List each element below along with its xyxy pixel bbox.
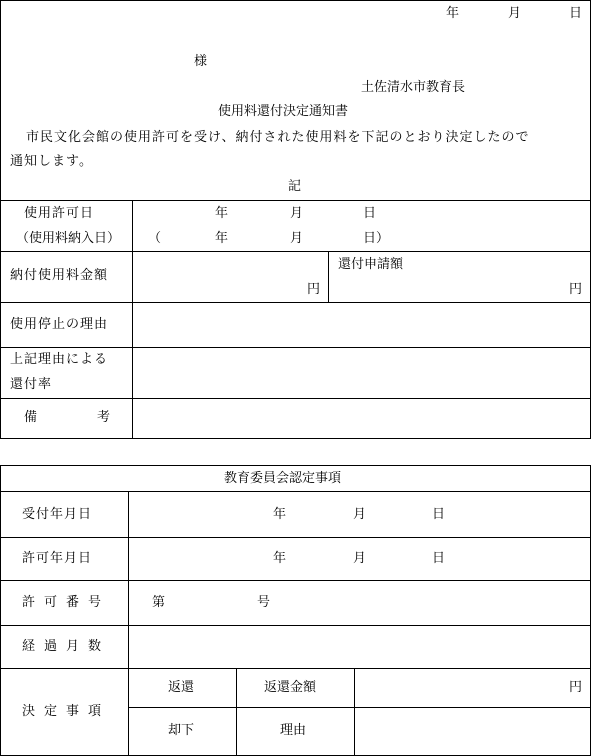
table2-line	[0, 537, 591, 538]
permit-number-suffix: 号	[257, 595, 271, 610]
top-border	[0, 0, 591, 1]
remarks-label-part1: 備	[24, 410, 38, 425]
payment-date-label: （使用料納入日）	[16, 231, 121, 246]
elapsed-months-label: 経過月数	[22, 639, 111, 654]
table2-line	[236, 668, 237, 755]
table1-line	[328, 251, 329, 302]
refund-request-yen: 円	[569, 282, 583, 297]
table2-permit-date-year: 年	[273, 551, 287, 566]
rejection-option-label: 却下	[168, 723, 195, 738]
permit-date-month: 月	[290, 206, 304, 221]
refund-rate-label-line1: 上記理由による	[10, 352, 109, 367]
payment-date-paren-open: （	[148, 231, 162, 246]
table2-permit-date-month: 月	[353, 551, 367, 566]
table2-line	[0, 668, 591, 669]
table2-line	[0, 465, 1, 755]
refund-amount-yen: 円	[569, 680, 583, 695]
refund-rate-label-line2: 還付率	[10, 377, 53, 392]
permit-number-prefix: 第	[152, 595, 166, 610]
payment-date-month: 月	[290, 231, 304, 246]
table1-line	[0, 398, 591, 399]
decision-label: 決定事項	[22, 704, 111, 719]
table2-line	[128, 491, 129, 755]
permit-date-year: 年	[215, 206, 229, 221]
left-border	[0, 0, 1, 200]
body-text-line2: 通知します。	[10, 154, 93, 169]
table2-line	[0, 625, 591, 626]
permit-date-label: 使用許可日	[24, 206, 95, 221]
table1-line	[0, 302, 591, 303]
table2-line	[0, 491, 591, 492]
payment-date-year: 年	[215, 231, 229, 246]
received-date-month: 月	[353, 507, 367, 522]
table2-title: 教育委員会認定事項	[224, 471, 342, 486]
paid-amount-label: 納付使用料金額	[10, 268, 109, 283]
table1-line	[0, 438, 591, 439]
suspension-reason-label: 使用停止の理由	[10, 317, 109, 332]
table1-line	[0, 200, 591, 201]
refund-option-label: 返還	[168, 680, 195, 695]
header-date-month: 月	[508, 6, 522, 21]
received-date-label: 受付年月日	[22, 507, 93, 522]
table1-line	[0, 347, 591, 348]
table2-line	[0, 580, 591, 581]
header-date-day: 日	[569, 6, 583, 21]
payment-date-day-close: 日）	[363, 231, 390, 246]
header-date-year: 年	[446, 6, 460, 21]
table1-line	[0, 200, 1, 438]
table2-permit-date-label: 許可年月日	[22, 551, 93, 566]
table2-line	[354, 668, 355, 755]
refund-request-label: 還付申請額	[338, 257, 404, 272]
table1-line	[132, 200, 133, 438]
rejection-reason-label: 理由	[280, 723, 307, 738]
issuer-name: 土佐清水市教育長	[361, 80, 466, 95]
permit-date-day: 日	[363, 206, 377, 221]
table2-line	[0, 465, 591, 466]
received-date-year: 年	[273, 507, 287, 522]
document-title: 使用料還付決定通知書	[218, 104, 349, 119]
permit-number-label: 許可番号	[22, 595, 111, 610]
table2-line	[128, 707, 591, 708]
table1-line	[0, 251, 591, 252]
table2-permit-date-day: 日	[432, 551, 446, 566]
received-date-day: 日	[432, 507, 446, 522]
refund-amount-label: 返還金額	[264, 680, 317, 695]
body-text-line1: 市民文化会館の使用許可を受け、納付された使用料を下記のとおり決定したので	[26, 130, 530, 145]
remarks-label-part2: 考	[97, 410, 111, 425]
addressee-suffix: 様	[194, 54, 208, 69]
paid-amount-yen: 円	[307, 282, 321, 297]
ki-marker: 記	[288, 179, 302, 194]
